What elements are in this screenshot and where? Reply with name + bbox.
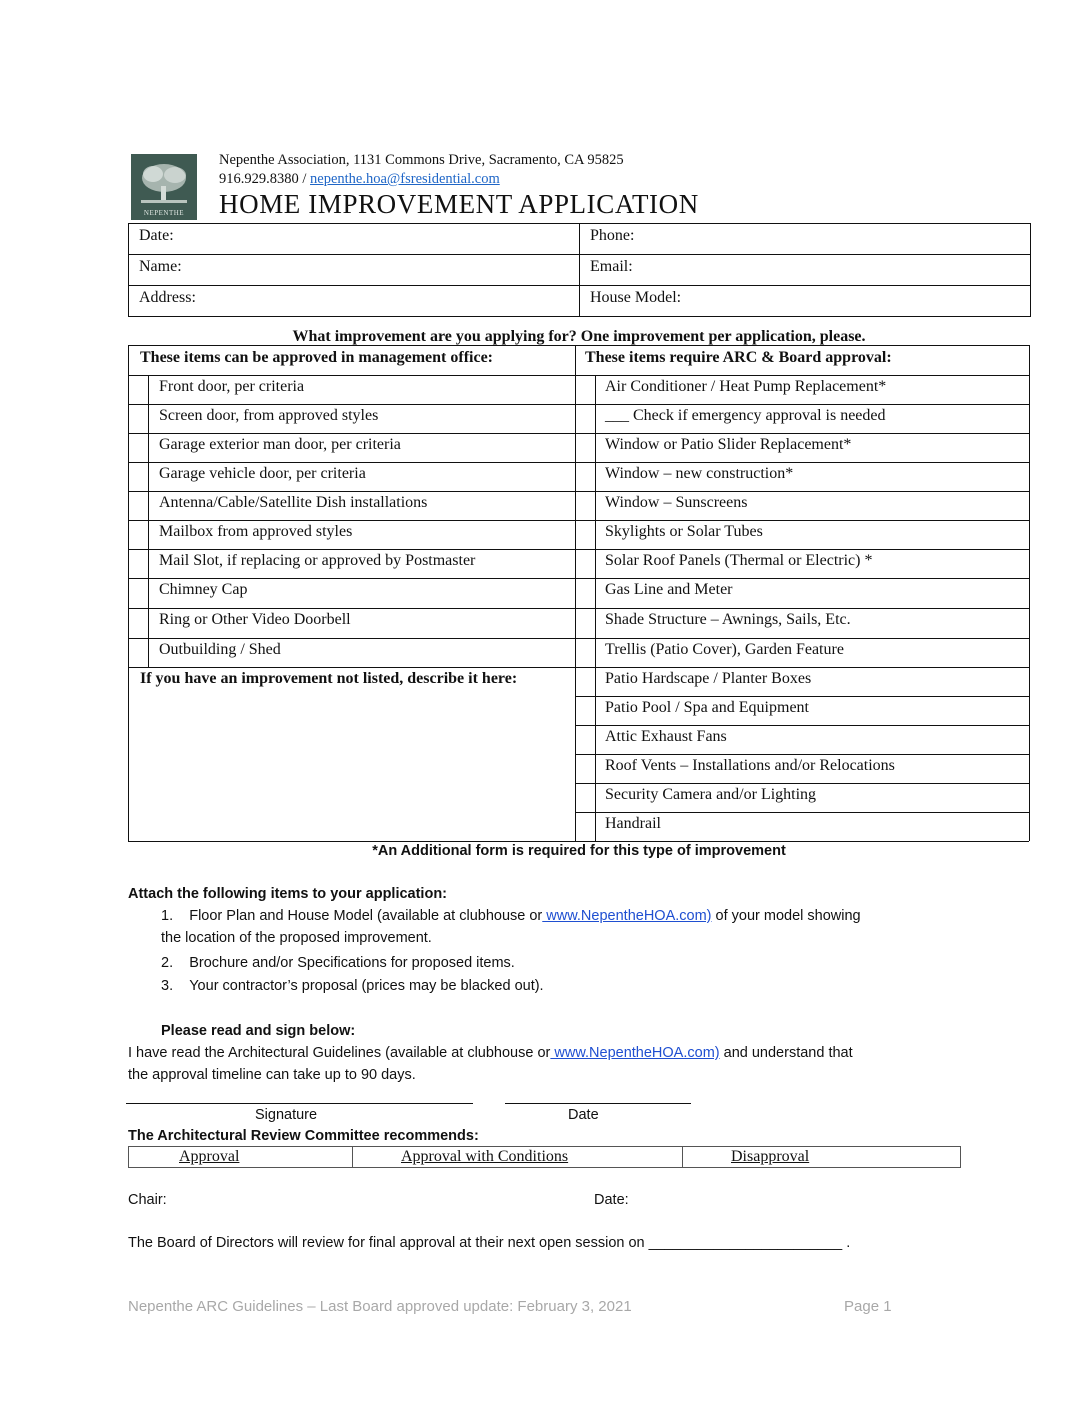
right-row-line	[575, 520, 1029, 521]
attach-item-1-line2: the location of the proposed improvement.	[161, 930, 432, 946]
right-item-label: Solar Roof Panels (Thermal or Electric) *	[605, 552, 873, 569]
right-row-line	[575, 549, 1029, 550]
right-column-heading: These items require ARC & Board approval:	[585, 349, 892, 366]
left-item-checkbox[interactable]	[129, 579, 147, 606]
sign-date-line[interactable]	[505, 1103, 691, 1104]
arc-date-field[interactable]: Date:	[594, 1192, 629, 1208]
right-row-line	[575, 638, 1029, 639]
right-row-line	[575, 783, 1029, 784]
page-number: Page 1	[844, 1298, 892, 1315]
grid-border-top	[128, 345, 1029, 346]
right-item-checkbox[interactable]	[576, 726, 594, 753]
arc-recommendation-table	[128, 1146, 961, 1168]
right-row-line	[575, 404, 1029, 405]
left-checkbox-column-line	[148, 375, 149, 667]
right-row-line	[575, 608, 1029, 609]
right-item-label: Window or Patio Slider Replacement*	[605, 436, 852, 453]
right-item-label: Window – new construction*	[605, 465, 794, 482]
left-item-label: Ring or Other Video Doorbell	[159, 611, 351, 628]
phone-field[interactable]: Phone:	[580, 224, 1031, 255]
left-row-line	[128, 491, 575, 492]
option-approval-label: Approval	[179, 1148, 240, 1165]
left-row-line	[128, 549, 575, 550]
address-field[interactable]: Address:	[129, 286, 580, 317]
association-address: Nepenthe Association, 1131 Commons Drive, Sacramento, CA 95825	[219, 152, 624, 168]
right-item-checkbox[interactable]	[576, 434, 594, 461]
option-disapproval-label: Disapproval	[731, 1148, 810, 1165]
left-row-line	[128, 520, 575, 521]
left-item-label: Mailbox from approved styles	[159, 523, 353, 540]
right-item-label: Security Camera and/or Lighting	[605, 786, 817, 803]
right-item-label: Gas Line and Meter	[605, 581, 733, 598]
left-item-label: Outbuilding / Shed	[159, 641, 281, 658]
left-item-checkbox[interactable]	[129, 434, 147, 461]
left-item-label: Antenna/Cable/Satellite Dish installations	[159, 494, 428, 511]
attach-heading: Attach the following items to your application:	[128, 886, 448, 902]
left-item-checkbox[interactable]	[129, 492, 147, 519]
guidelines-statement-text-cont: and understand that	[719, 1045, 853, 1061]
option-disapproval[interactable]	[683, 1147, 961, 1168]
left-item-label: Chimney Cap	[159, 581, 248, 598]
left-item-label: Garage vehicle door, per criteria	[159, 465, 366, 482]
left-column-heading: These items can be approved in management office:	[140, 349, 493, 366]
right-row-line	[575, 433, 1029, 434]
right-row-line	[575, 462, 1029, 463]
additional-form-note: *An Additional form is required for this type of improvement	[372, 843, 786, 859]
left-row-line	[128, 404, 575, 405]
chair-field[interactable]: Chair:	[128, 1192, 167, 1208]
left-item-checkbox[interactable]	[129, 639, 147, 666]
right-item-label: Attic Exhaust Fans	[605, 728, 727, 745]
attach-item-1-text-cont: of your model showing	[711, 908, 861, 924]
right-row-line	[575, 725, 1029, 726]
right-item-label: Roof Vents – Installations and/or Relocations	[605, 757, 895, 774]
applicant-info-table	[128, 223, 1031, 317]
attach-item-3-number: 3.	[161, 978, 174, 994]
right-row-line	[575, 375, 1029, 376]
left-item-label: Garage exterior man door, per criteria	[159, 436, 401, 453]
left-item-label: Screen door, from approved styles	[159, 407, 379, 424]
sign-heading: Please read and sign below:	[161, 1023, 356, 1039]
option-approval-with-conditions[interactable]	[353, 1147, 683, 1168]
guidelines-statement-line2: the approval timeline can take up to 90 days.	[128, 1067, 416, 1083]
right-item-label: Shade Structure – Awnings, Sails, Etc.	[605, 611, 851, 628]
right-item-checkbox[interactable]	[576, 697, 594, 724]
guidelines-statement-text: I have read the Architectural Guidelines (available at clubhouse or	[128, 1045, 551, 1061]
right-checkbox-column-line	[595, 375, 596, 841]
left-item-checkbox[interactable]	[129, 550, 147, 577]
right-item-checkbox[interactable]	[576, 755, 594, 782]
right-item-checkbox[interactable]	[576, 521, 594, 548]
improvement-question: What improvement are you applying for? One improvement per application, please.	[292, 328, 866, 345]
right-item-label: Handrail	[605, 815, 661, 832]
option-approval[interactable]	[129, 1147, 353, 1168]
right-item-checkbox[interactable]	[576, 609, 594, 636]
phone-number: 916.929.8380 /	[219, 171, 311, 187]
attach-item-1-number: 1.	[161, 908, 174, 924]
left-item-checkbox[interactable]	[129, 463, 147, 490]
email-field[interactable]: Email:	[580, 255, 1031, 286]
attach-item-2-number: 2.	[161, 955, 174, 971]
left-item-label: Front door, per criteria	[159, 378, 305, 395]
signature-label: Signature	[255, 1107, 318, 1123]
page-title: HOME IMPROVEMENT APPLICATION	[219, 189, 699, 219]
attach-item-3	[161, 976, 544, 996]
left-item-checkbox[interactable]	[129, 376, 147, 403]
name-field[interactable]: Name:	[129, 255, 580, 286]
right-item-label: Trellis (Patio Cover), Garden Feature	[605, 641, 844, 658]
right-row-line	[575, 812, 1029, 813]
attach-item-2-text: Brochure and/or Specifications for proposed items.	[189, 955, 515, 971]
email-link[interactable]: nepenthe.hoa@fsresidential.com	[310, 171, 500, 187]
left-row-line	[128, 608, 575, 609]
right-item-checkbox[interactable]	[576, 550, 594, 577]
right-item-checkbox[interactable]	[576, 639, 594, 666]
right-item-label: Patio Pool / Spa and Equipment	[605, 699, 809, 716]
right-item-checkbox[interactable]	[576, 376, 594, 403]
logo-wordmark: NEPENTHE	[143, 209, 185, 217]
board-review-statement: The Board of Directors will review for final approval at their next open session on ________________________ .	[128, 1235, 851, 1251]
right-item-checkbox[interactable]	[576, 579, 594, 606]
signature-line[interactable]	[126, 1103, 473, 1104]
right-item-checkbox[interactable]	[576, 813, 594, 840]
right-item-label: Skylights or Solar Tubes	[605, 523, 763, 540]
right-item-checkbox[interactable]	[576, 405, 594, 432]
nepenthe-logo	[131, 154, 197, 220]
right-item-checkbox[interactable]	[576, 463, 594, 490]
left-item-checkbox[interactable]	[129, 609, 147, 636]
guidelines-statement	[128, 1043, 853, 1063]
nepenthe-website-link-2[interactable]: www.NepentheHOA.com)	[550, 1045, 720, 1061]
left-item-label: Mail Slot, if replacing or approved by Postmaster	[159, 552, 476, 569]
attach-item-2	[161, 953, 515, 973]
right-item-label: Patio Hardscape / Planter Boxes	[605, 670, 812, 687]
other-improvement-description[interactable]	[132, 692, 571, 836]
left-item-checkbox[interactable]	[129, 405, 147, 432]
left-row-line	[128, 638, 575, 639]
right-row-line	[575, 667, 1029, 668]
right-item-checkbox[interactable]	[576, 784, 594, 811]
right-item-checkbox[interactable]	[576, 668, 594, 695]
left-row-line	[128, 667, 575, 668]
option-approval-with-conditions-label: Approval with Conditions	[401, 1148, 569, 1165]
right-item-checkbox[interactable]	[576, 492, 594, 519]
grid-border-right	[1029, 345, 1030, 841]
grid-border-bottom	[128, 841, 1029, 842]
left-row-line	[128, 462, 575, 463]
right-item-label: Air Conditioner / Heat Pump Replacement*	[605, 378, 887, 395]
footer-document-info: Nepenthe ARC Guidelines – Last Board approved update: February 3, 2021	[128, 1298, 632, 1315]
right-row-line	[575, 696, 1029, 697]
left-row-line	[128, 375, 575, 376]
arc-heading: The Architectural Review Committee recommends:	[128, 1128, 479, 1144]
house-model-field[interactable]: House Model:	[580, 286, 1031, 317]
attach-item-1-text: Floor Plan and House Model (available at clubhouse or	[189, 908, 543, 924]
right-row-line	[575, 491, 1029, 492]
other-improvement-label: If you have an improvement not listed, describe it here:	[140, 670, 518, 687]
attach-item-3-text: Your contractor’s proposal (prices may be blacked out).	[189, 978, 544, 994]
sign-date-label: Date	[568, 1107, 599, 1123]
right-item-label: Window – Sunscreens	[605, 494, 748, 511]
attach-item-1	[161, 906, 861, 926]
date-field[interactable]: Date:	[129, 224, 580, 255]
left-item-checkbox[interactable]	[129, 521, 147, 548]
tree-icon	[131, 154, 197, 210]
left-row-line	[128, 433, 575, 434]
left-row-line	[128, 578, 575, 579]
right-row-line	[575, 578, 1029, 579]
nepenthe-website-link[interactable]: www.NepentheHOA.com)	[542, 908, 712, 924]
right-item-label: ___ Check if emergency approval is needed	[605, 407, 886, 424]
right-row-line	[575, 754, 1029, 755]
